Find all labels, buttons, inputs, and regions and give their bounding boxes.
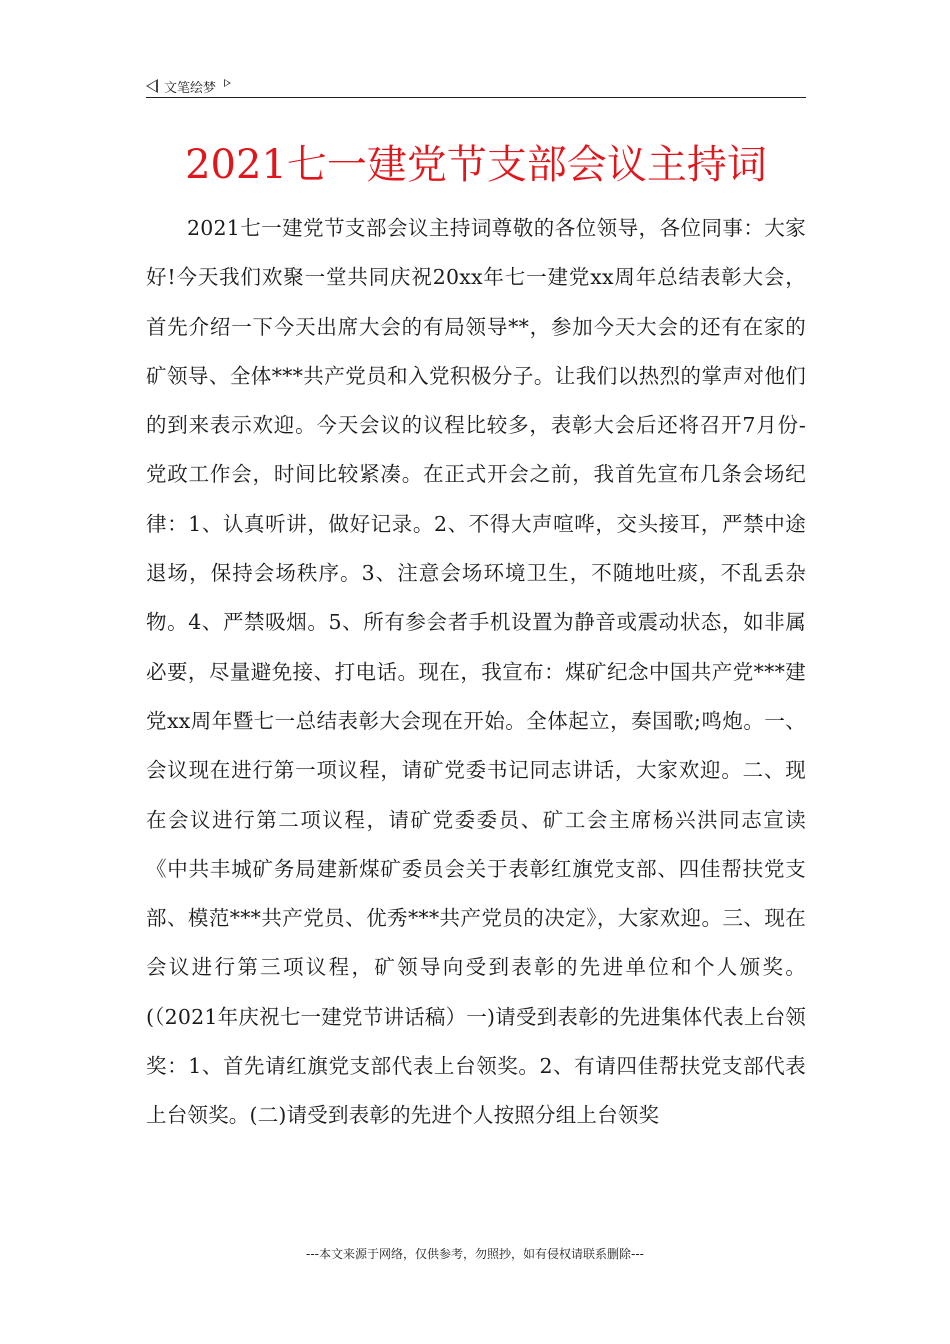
page-header (146, 74, 806, 98)
footer-notice: ---本文来源于网络，仅供参考，勿照抄，如有侵权请联系删除--- (306, 1247, 644, 1261)
triangle-right-icon (224, 79, 231, 87)
document-body: 2021七一建党节支部会议主持词尊敬的各位领导，各位同事：大家好!今天我们欢聚一堂共同庆祝20xx年七一建党xx周年总结表彰大会，首先介绍一下今天出席大会的有局领导**，参加今天大会的还有在家的矿领导、全体***共产党员和入党积极分子。让我们以热烈的掌声对他们的到来表示欢迎。今天会议的议程比较多，表彰大会后还将召开7月份-党政工作会，时间比较紧凑。在正式开会之前，我首先宣布几条会场纪律：1、认真听讲，做好记录。2、不得大声喧哗，交头接耳，严禁中途退场，保持会场秩序。3、注意会场环境卫生，不随地吐痰，不乱丢杂物。4、严禁吸烟。5、所有参会者手机设置为静音或震动状态，如非属必要，尽量避免接、打电话。现在，我宣布：煤矿纪念中国共产党***建党xx周年暨七一总结表彰大会现在开始。全体起立，奏国歌;鸣炮。一、会议现在进行第一项议程，请矿党委书记同志讲话，大家欢迎。二、现在会议进行第二项议程，请矿党委委员、矿工会主席杨兴洪同志宣读《中共丰城矿务局建新煤矿委员会关于表彰红旗党支部、四佳帮扶党支部、模范***共产党员、优秀***共产党员的决定》，大家欢迎。三、现在会议进行第三项议程，矿领导向受到表彰的先进单位和个人颁奖。(（2021年庆祝七一建党节讲话稿）一)请受到表彰的先进集体代表上台领奖：1、首先请红旗党支部代表上台领奖。2、有请四佳帮扶党支部代表上台领奖。(二)请受到表彰的先进个人按照分组上台领奖 (146, 216, 806, 1128)
header-brand: 文笔绘梦 (164, 80, 217, 96)
document-title: 2021七一建党节支部会议主持词 (185, 142, 767, 188)
triangle-left-icon (146, 79, 158, 93)
header-divider (146, 97, 806, 98)
